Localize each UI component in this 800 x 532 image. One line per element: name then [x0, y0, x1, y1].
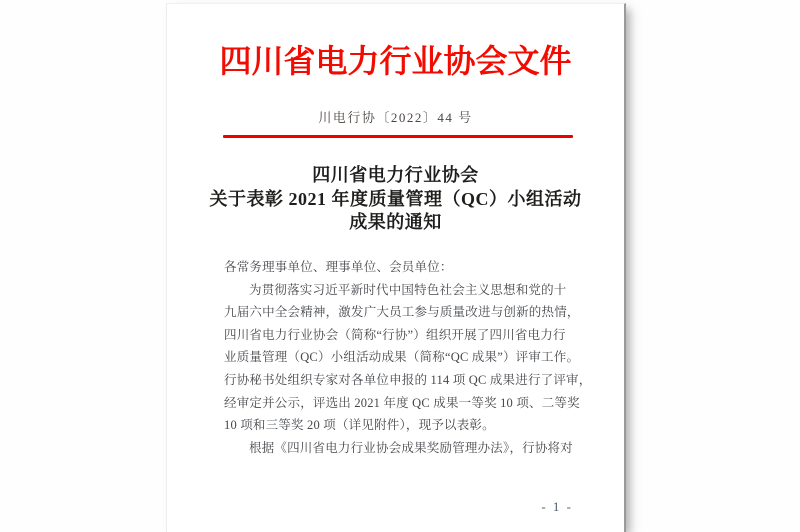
body-line: 为贯彻落实习近平新时代中国特色社会主义思想和党的十: [249, 282, 567, 297]
body-line: 行协秘书处组织专家对各单位申报的 114 项 QC 成果进行了评审，: [224, 372, 592, 387]
document-title-line-3: 成果的通知: [349, 212, 442, 232]
body-line: 九届六中全会精神，激发广大员工参与质量改进与创新的热情，: [224, 305, 580, 320]
document-body: [224, 256, 592, 459]
document-header-banner: 四川省电力行业协会文件: [219, 43, 572, 79]
body-line-salutation: 各常务理事单位、理事单位、会员单位：: [224, 260, 453, 274]
document-page: [166, 3, 626, 532]
document-title-line-2: 关于表彰 2021 年度质量管理（QC）小组活动: [209, 188, 582, 209]
red-divider-line: [223, 135, 573, 138]
body-line: 业质量管理（QC）小组活动成果（简称“QC 成果”）评审工作。: [224, 350, 580, 365]
body-line: 根据《四川省电力行业协会成果奖励管理办法》，行协将对: [249, 440, 573, 455]
body-line: 10 项和三等奖 20 项（详见附件），现予以表彰。: [224, 418, 495, 433]
body-line: 经审定并公示，评选出 2021 年度 QC 成果一等奖 10 项、二等奖: [224, 395, 580, 410]
body-line: 四川省电力行业协会（简称“行协”）组织开展了四川省电力行: [224, 327, 566, 342]
page-number: - 1 -: [541, 499, 573, 514]
document-title-line-1: 四川省电力行业协会: [312, 165, 479, 185]
document-title: [167, 164, 624, 235]
document-number: 川电行协〔2022〕44 号: [318, 110, 473, 125]
